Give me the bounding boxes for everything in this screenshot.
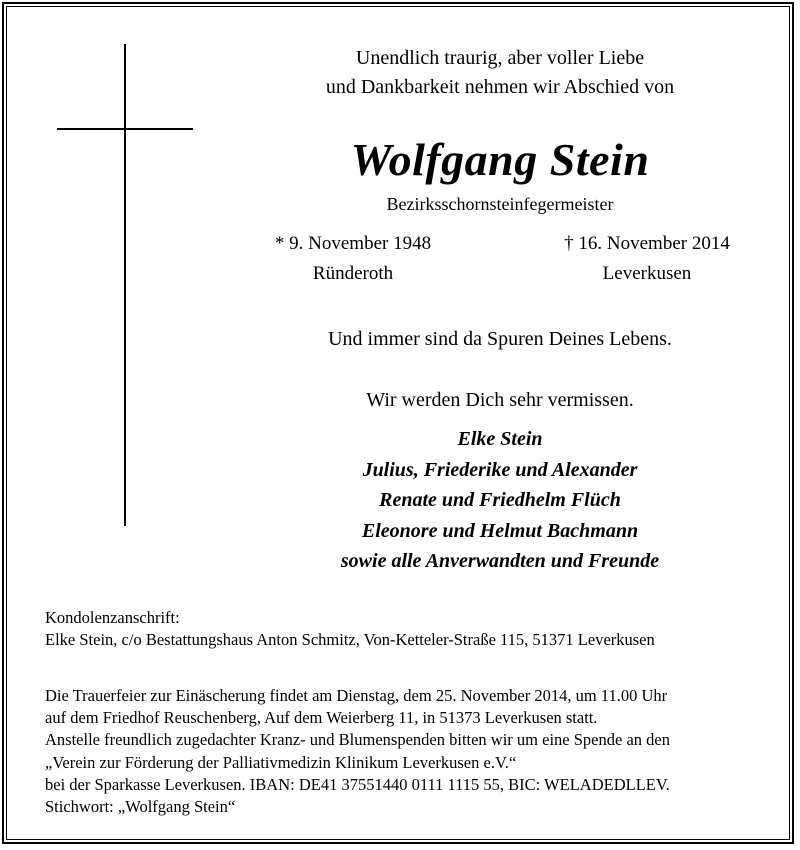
- death-place: Leverkusen: [602, 263, 692, 284]
- condolence-address: Elke Stein, c/o Bestattungshaus Anton Schmitz, Von-Ketteler-Straße 115, 51371 Leverkusen: [45, 630, 655, 650]
- funeral-info-line: „Verein zur Förderung der Palliativmedizin Klinikum Leverkusen e.V.“: [45, 752, 517, 772]
- cross-icon-horizontal: [57, 128, 193, 130]
- funeral-info-line: Die Trauerfeier zur Einäscherung findet am Dienstag, dem 25. November 2014, um 11.00 Uhr: [45, 686, 668, 705]
- intro-line-2: und Dankbarkeit nehmen wir Abschied von: [325, 76, 675, 98]
- intro-line-1: Unendlich traurig, aber voller Liebe: [355, 47, 645, 69]
- deceased-profession: Bezirksschornsteinfegermeister: [386, 194, 614, 214]
- birth-place: Ründeroth: [312, 263, 394, 284]
- condolence-label: Kondolenzanschrift:: [45, 608, 180, 627]
- birth-info: [253, 229, 453, 289]
- funeral-info-line: auf dem Friedhof Reuschenberg, Auf dem Weierberg 11, in 51373 Leverkusen statt.: [45, 708, 598, 728]
- mourners-list: [0, 424, 800, 577]
- deceased-name: Wolfgang Stein: [350, 134, 650, 185]
- funeral-info-line: bei der Sparkasse Leverkusen. IBAN: DE41 37551440 0111 1115 55, BIC: WELADEDLLEV.: [45, 774, 670, 794]
- condolence-block: [45, 607, 785, 651]
- death-date: † 16. November 2014: [564, 233, 730, 254]
- funeral-info-line: Stichwort: „Wolfgang Stein“: [45, 797, 236, 817]
- mourner-line: Eleonore und Helmut Bachmann: [361, 519, 639, 542]
- intro-text: [0, 44, 800, 102]
- funeral-info-block: [45, 685, 785, 818]
- mourner-line: sowie alle Anverwandten und Freunde: [340, 550, 660, 572]
- death-info: [527, 229, 767, 289]
- birth-date: * 9. November 1948: [274, 233, 432, 254]
- funeral-info-line: Anstelle freundlich zugedachter Kranz- und Blumenspenden bitten wir um eine Spende an den: [45, 730, 670, 750]
- mourner-line: Elke Stein: [457, 428, 543, 450]
- mourner-line: Julius, Friederike und Alexander: [362, 458, 638, 481]
- miss-you-text: Wir werden Dich sehr vermissen.: [366, 389, 634, 411]
- memorial-quote: Und immer sind da Spuren Deines Lebens.: [328, 328, 672, 350]
- mourner-line: Renate und Friedhelm Flüch: [379, 489, 621, 511]
